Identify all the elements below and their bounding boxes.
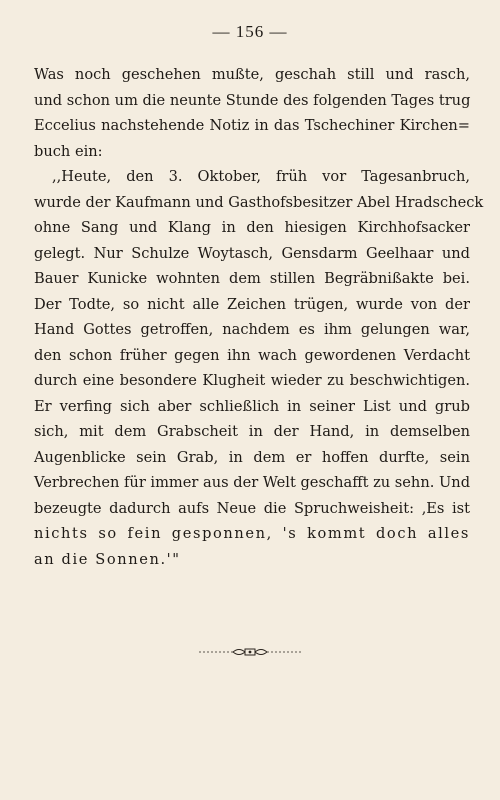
text-line: buch ein:	[34, 142, 103, 160]
text-line: Verbrechen für immer aus der Welt geschafft zu sehn. Und	[34, 474, 471, 491]
text-line: gelegt. Nur Schulze Woytasch, Gensdarm Geelhaar und	[34, 244, 470, 262]
text-line: ohne Sang und Klang in den hiesigen Kirchhofsacker	[34, 219, 470, 236]
text-line: Der Todte, so nicht alle Zeichen trügen, wurde von der	[34, 295, 470, 313]
body-text	[34, 62, 484, 572]
text-line: Was noch geschehen mußte, geschah still und rasch,	[34, 66, 470, 83]
text-line: sich, mit dem Grabscheit in der Hand, in demselben	[34, 423, 470, 440]
text-line: den schon früher gegen ihn wach gewordenen Verdacht	[34, 346, 470, 364]
text-line: nichts so fein gesponnen, 's kommt doch alles	[34, 525, 470, 542]
text-line: Bauer Kunicke wohnten dem stillen Begräbnißakte bei.	[34, 270, 470, 287]
text-line: durch eine besondere Klugheit wieder zu beschwichtigen.	[34, 372, 470, 389]
text-line: bezeugte dadurch aufs Neue die Spruchweisheit: ‚Es ist	[34, 499, 470, 517]
text-line: Augenblicke sein Grab, in dem er hoffen durfte, sein	[34, 448, 470, 466]
page-number: — 156 —	[212, 22, 288, 41]
text-line: Er verfing sich aber schließlich in seiner List und grub	[34, 397, 470, 415]
text-line: an die Sonnen.'"	[34, 550, 181, 568]
text-line: und schon um die neunte Stunde des folgenden Tages trug	[34, 91, 471, 109]
text-line: wurde der Kaufmann und Gasthofsbesitzer Abel Hradscheck	[34, 193, 484, 211]
text-line: Eccelius nachstehende Notiz in das Tschechiner Kirchen=	[34, 117, 470, 134]
text-line: Hand Gottes getroffen, nachdem es ihm gelungen war,	[34, 321, 470, 338]
text-line: ,,Heute, den 3. Oktober, früh vor Tagesanbruch,	[52, 168, 470, 185]
ornament-divider	[195, 644, 305, 660]
